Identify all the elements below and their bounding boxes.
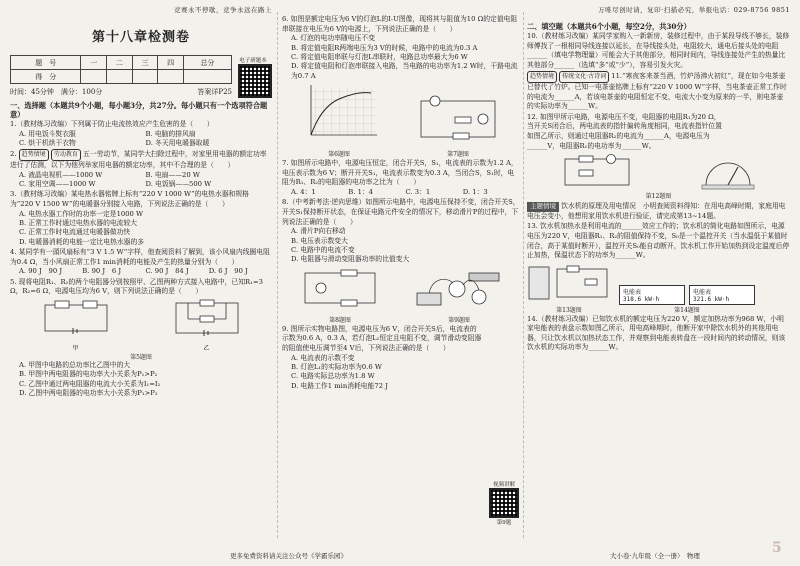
figure-caption: 第12题图 [645,193,672,201]
figure-caption: 第14题图 [674,306,700,314]
header-slogan-right: 万唯尽创时请，复印·扫描必究，举报电话：029-8756 9851 [598,6,790,14]
energy-meter-figure [619,285,755,314]
option[interactable]: A. 液晶电视机——1000 W [19,170,103,179]
topic-intro [527,202,790,221]
option[interactable]: D. 将定值电阻和灯泡串联接入电路，当电路的电功率为1.2 W时，干路电流为0.7 A [291,62,518,80]
meter-title: 电能表 [623,288,642,296]
figure-12 [527,153,790,191]
figure-caption: 第5题图 [130,354,152,361]
qr-code-icon[interactable] [238,64,272,98]
option[interactable]: D. 电路工作1 min消耗电能72 J [291,381,388,390]
ammeter-dial-icon [698,153,758,191]
score-table-row [11,56,232,70]
options-7 [282,188,520,197]
question-11-text: 11.“寒夜客来茶当酒，竹炉汤沸火初红”，现在如今电茶壶已替代了竹炉。已知一电茶壶铭牌上标有“220 V 1000 W”字样，当电茶壶正常工作时的电流为______A，若该电茶壶的电阻恒定不变，电流大小变为原来的一半，则电茶壶的实际功率为______W。 [527,72,787,111]
circuit-diagram-icon [413,95,503,145]
qr-code-icon[interactable] [489,488,519,518]
iu-graph-icon [299,83,379,145]
question-8: 8.（中考新考法·逆向思维）如图所示电路中，电源电压保持不变，闭合开关S，开关S₁保持断开状态，在保证电路元件安全的情况下，移动滑片P的过程中，下列说法正确的是（ ） [282,198,520,226]
score-cell: 一 [81,56,107,70]
options-2 [10,171,272,190]
score-cell: 三 [132,56,158,70]
meter-value: 321.6 kW·h [693,295,730,303]
option[interactable]: C. 将定值电阻串联与灯泡L串联时，电路总功率最大为6 W [291,53,468,61]
option[interactable]: C. 正常工作时电流通过电暖器做功快 [19,228,131,237]
question-5: 5. 现将电阻R₁、R₂的两个电阻器分别按照甲、乙图两种方式接入电路中，已知R₁=3 Ω，R₂=6 Ω，电源电压均为6 V，则下列说法正确的是（ ） [10,277,263,296]
question-2-text: 五一劳动节，某同学大扫除过程中，对家里用电器的额定功率进行了估测，以下为他列举家用电器的额定功率，其中不合理的是（ ） [10,150,267,169]
option[interactable]: C. 电路实际总功率为1.8 W [291,372,375,381]
options-1 [10,130,272,149]
score-cell: 四 [158,56,184,70]
page-title: 第十八章检测卷 [91,30,190,45]
energy-meter-reading-a [619,285,685,305]
circuit-diagram-icon [297,267,383,311]
circuit-figure-8 [297,267,383,324]
score-cell [132,70,158,84]
meter-value: 318.6 kW·h [623,295,660,303]
section-heading: 一、选择题（本题共9个小题，每小题3分，共27分。每小题只有一个选项符合题意） [10,101,268,119]
figure-caption: 第6题图 [328,151,350,159]
option[interactable]: A. 灯泡的电功率随电压不变 [291,34,375,43]
question-4: 4. 某同学有一頭风扇标有“3 V 1.5 W”字样，他查阅资料了解到，该小风扇内线圈电阻为0.4 Ω，当小风扇正常工作1 min消耗的电能及产生的热量分别为（ ） [10,248,270,266]
option[interactable]: B. 正常工作时通过电热水器的电流较大 [19,219,138,227]
score-cell: 总分 [183,56,231,70]
option[interactable]: B. 灯泡L₁的实际功率为0.6 W [291,363,382,371]
figure-caption: 第13题图 [556,306,582,314]
question-14: 14.（教材练习改编）已知饮水机的额定电压为220 V，额定加热功率为968 W，小明家电能表的表盘示数如图乙所示，用电高峰期时，他断开家中除饮水机外的其他用电器，只让饮水机以加热状态工作，并观察到电能表转盘在一段时间内的转动情况，则该饮水机的实际功率为______W。 [527,314,786,352]
question-1: 1.（教材练习改编）下列属于防止电流热效应产生危害的是（ ） [10,120,214,128]
option[interactable]: D. 乙图中两电阻器的电功率大小关系为P₁>P₂ [19,389,158,398]
section-heading: 二、填空题（本题共6个小题，每空2分，共30分） [527,22,691,31]
water-dispenser-circuit-icon [527,263,611,301]
option[interactable]: B. 1：4 [348,188,374,196]
figures-8-9 [282,267,520,324]
header-slogan-left: 竞赛永不停歇，竞争永远在路上 [174,6,272,14]
figures-6-7 [282,83,520,158]
figure-label: 乙 [203,345,210,352]
option[interactable]: C. 乙图中通过两电阻器的电流大小关系为I₁=I₂ [19,379,161,388]
energy-meter-reading-b [689,285,755,305]
answer-ref: 答案详P25 [197,88,232,96]
topic-tag: 传统文化·古诗词 [559,71,609,83]
option[interactable]: A. 电流表的示数不变 [291,353,355,362]
trend-tag: 趋势情境 [19,149,49,161]
lab-apparatus-icon [413,267,505,311]
option[interactable]: A. 4：1 [291,188,316,196]
option[interactable]: D. 电暖器消耗的电能一定比电热水器的多 [19,237,145,246]
question-12: 12. 如图甲所示电路，电源电压不变，电阻器的电阻R₁为20 Ω，当开关S闭合后，两电流表的指针偏转角度相同，电流表指针位置如图乙所示，则通过电阻器R₂的电流为______A，电源电压为______V，电阻器R₁的电功率为______W。 [527,112,722,150]
topic-text: 饮水机的原理及用电情况 小明查阅资料得知：在用电高峰时期，家庭用电电压会变小，他想用家用饮水机进行验证，请完成第13~14题。 [527,202,786,220]
meter-title: 电能表 [693,288,712,296]
option[interactable]: A. 甲图中电路的总功率比乙图中的大 [19,361,131,369]
option[interactable]: C. 3：1 [405,188,431,196]
column-left [10,0,272,566]
score-table-row [11,70,232,84]
exam-time: 时间：45分钟 满分：100分 [10,88,103,96]
figure-5 [10,299,272,352]
question-7: 7. 如图所示电路中，电源电压恒定，闭合开关S，S₁，电流表的示数为1.2 A，电压表示数为6 V；断开开关S₁，电流表示数变为0.3 A，当闭合S，S₁时，电阻为R₁、R₂的电阻器的电功率之比为（ ） [282,159,518,187]
option[interactable]: C. 烘干机烘干衣物 [19,139,76,147]
circuit-diagram-icon [168,299,246,339]
page-number: 5 [772,540,782,556]
option[interactable]: B. 90 J 6 J [82,267,122,276]
option[interactable]: C. 电路中的电流不变 [291,246,355,254]
question-3: 3.（教材练习改编）某电热水器铭牌上标有“220 V 1000 W”的电热水器和规格为“220 V 1500 W”的电暖器分别接入电路，下列说法正确的是（ ） [10,190,249,208]
qr-label: 视频讲解 [492,482,515,488]
column-divider [523,12,524,538]
option[interactable]: A. 滑片P向右移动 [291,227,346,236]
figure-caption: 第9题图 [448,316,470,324]
iu-graph-figure [299,83,379,158]
option[interactable]: A. 用电饭斗熨衣服 [19,129,76,138]
apparatus-figure-9 [413,267,505,324]
figure-label: 甲 [72,345,79,352]
circuit-diagram-icon [37,299,115,339]
score-cell: 题 号 [11,56,81,70]
score-cell: 二 [107,56,133,70]
option[interactable]: D. 电阻器与滑动变阻器功率的比值变大 [291,255,410,264]
option[interactable]: D. 6 J 90 J [208,267,248,276]
question-2: 2. 趋势情境 劳动教育 五一劳动节，某同学大扫除过程中，对家里用电器的额定功率进行了估测，以下为他列举家用电器的额定功率，其中不合理的是（ ） [10,150,267,169]
option[interactable]: B. 电扇——20 W [145,170,200,179]
theme-tag: 主题情境 [527,202,559,212]
figures-13-14 [527,263,790,314]
exam-meta [10,87,232,97]
options-4 [10,267,272,276]
column-right [527,0,790,566]
score-cell: 得 分 [11,70,81,84]
question-11 [527,71,790,111]
topic-tag: 劳动教育 [51,149,81,161]
trend-tag: 趋势情境 [527,71,557,83]
circuit-diagram-icon [559,153,635,191]
figure-caption: 第8题图 [329,316,351,324]
figure-caption: 第7题图 [447,151,469,159]
circuit-figure-7 [413,95,503,158]
option[interactable]: C. 90 J 84 J [145,267,189,276]
question-13: 13. 饮水机加热水是利用电流的______效应工作的；饮水机的简化电路如图所示，电源电压为220 V，电阻器R₁、R₂的阻值保持不变，S₀是一个温控开关（当水温低于某值时闭合，高于某值时断开），温控开关S₀能自动断开，饮水机工作开始加热到设定温度后停止加热，保温状态下的功率为______W。 [527,222,790,260]
footer-left: 更多免费资料请关注公众号《学霸乐园》 [230,552,347,560]
option[interactable]: D. 电饭锅——500 W [145,180,212,188]
score-cell [158,70,184,84]
score-cell [107,70,133,84]
option[interactable]: B. 将定值电阻R两端电压为3 V的时候，电路中的电流为0.3 A [291,43,478,52]
option[interactable]: A. 90 J 90 J [19,267,63,276]
option[interactable]: B. 电压表示数变大 [291,236,348,245]
column-middle [282,0,520,566]
option[interactable]: B. 电脑的排风扇 [145,129,196,138]
question-6: 6. 如图是额定电压为6 V的灯泡L的I-U图像，现将其与阻值为10 Ω的定值电阻串联接在电压为6 V的电源上，下列说法正确的是（ ） [282,15,518,33]
score-cell [81,70,107,84]
option[interactable]: A. 电热水器工作时的功率一定是1000 W [19,209,144,218]
option[interactable]: C. 家用空调——1000 W [19,180,96,188]
column-divider [277,12,278,538]
circuit-figure-a [37,299,115,352]
option[interactable]: D. 1：3 [462,188,488,196]
circuit-figure-b [168,299,246,352]
score-cell [183,70,231,84]
water-dispenser-figure [527,263,611,314]
qr-label: 电子研题本 [239,58,267,64]
footer-center: 大小卷·九年级（全一册） 物理 [610,552,700,560]
option[interactable]: B. 甲图中两电阻器的电功率大小关系为P₁>P₂ [19,370,158,379]
qr-label: 第9题 [496,520,512,526]
question-9: 9. 图所示实物电路图，电源电压为6 V，闭合开关S后，电流表的示数为0.6 A，0.3 A，若灯泡L₁恒定且电阻不变，调节滑动变阻器的阻值使电压调节至4 V后，下列说法正确的是（ ） [282,324,482,352]
score-table [10,55,232,84]
option[interactable]: D. 冬天用电暖器取暖 [145,139,210,147]
question-10: 10.（教材练习改编）某同学家购入一新新房，装修过程中，由于某段导线不够长，装修师傅找了一根相同导线连接以延长，在导线接头处，电阻较大，通电后接头处的电阻______（填电学物理量）可能会大于其他部分，相同时间内，导线连接处产生的热量比其他部分______（选填“多”或“少”），容易引发火灾。 [527,32,790,69]
